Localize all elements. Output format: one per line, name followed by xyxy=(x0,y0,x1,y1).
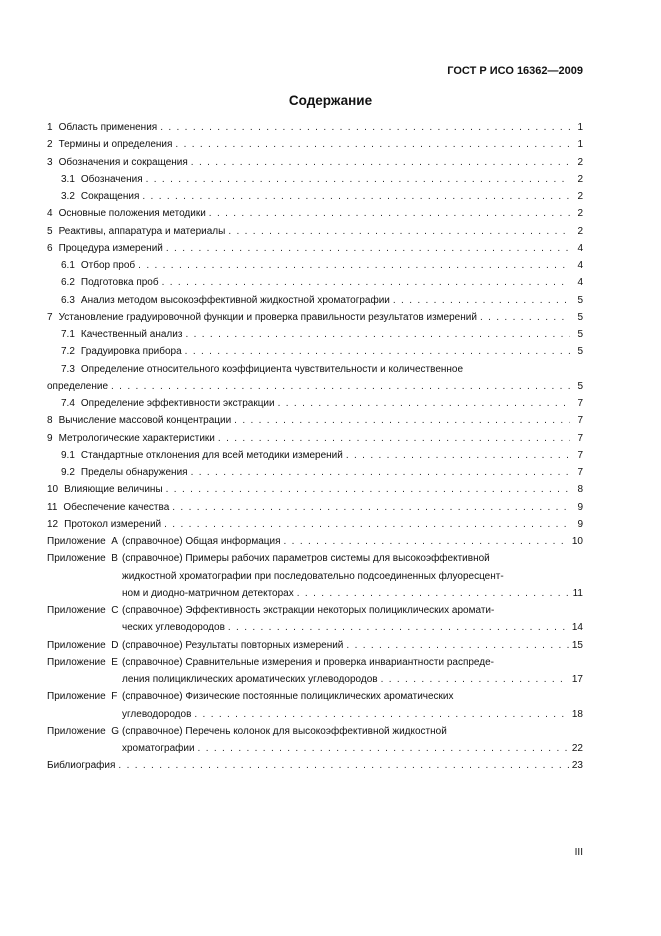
appendix-letter: A xyxy=(111,536,118,547)
toc-item-7[interactable] xyxy=(47,309,583,326)
toc-text: Обозначения и сокращения xyxy=(58,156,188,168)
dot-leader xyxy=(185,326,570,343)
appendix-word: Приложение xyxy=(47,639,106,651)
toc-text: Влияющие величины xyxy=(64,484,163,496)
toc-page: 5 xyxy=(577,294,583,306)
toc-number: 5 xyxy=(47,225,53,237)
dot-leader xyxy=(284,533,569,550)
toc-text: (справочное) Общая информация xyxy=(122,536,281,547)
dot-leader xyxy=(234,412,570,429)
toc-page: 17 xyxy=(571,674,583,685)
toc-text: Метрологические характеристики xyxy=(58,432,215,444)
dot-leader xyxy=(185,343,570,360)
toc-appendix-c[interactable] xyxy=(47,602,583,637)
toc-item-5[interactable] xyxy=(47,223,583,240)
appendix-label xyxy=(47,533,122,550)
toc-number: 3.2 xyxy=(61,191,75,202)
toc-page: 14 xyxy=(571,622,583,634)
dot-leader xyxy=(480,309,570,326)
dot-leader xyxy=(162,274,570,291)
toc-page: 7 xyxy=(577,415,583,427)
appendix-word: Приложение xyxy=(47,725,106,737)
toc-text: Вычисление массовой концентрации xyxy=(58,415,232,427)
toc-number: 11 xyxy=(47,501,58,513)
toc-number: 3 xyxy=(47,156,53,168)
toc-page: 7 xyxy=(577,467,583,478)
toc-text: Анализ методом высокоэффективной жидкостной хроматографии xyxy=(80,294,390,306)
toc-number: 6.1 xyxy=(61,260,75,271)
toc-page: 7 xyxy=(577,398,583,409)
toc-text: хроматографии xyxy=(122,743,195,754)
toc-text: Сокращения xyxy=(80,191,140,202)
toc-number: 9.2 xyxy=(61,467,75,478)
toc-page: 15 xyxy=(571,639,583,651)
toc-page: 4 xyxy=(577,277,583,289)
toc-text: ления полициклических ароматических углеводородов xyxy=(122,674,378,685)
toc-item-7-3[interactable] xyxy=(47,361,583,378)
toc-page: 8 xyxy=(577,484,583,496)
toc-text: Обозначения xyxy=(80,173,143,185)
toc-number: 7.1 xyxy=(61,329,75,340)
table-of-contents xyxy=(47,119,583,775)
toc-page: 4 xyxy=(577,242,583,254)
toc-text: Термины и определения xyxy=(58,139,173,151)
toc-number: 6.3 xyxy=(61,294,75,306)
dot-leader xyxy=(142,188,570,205)
toc-number: 6 xyxy=(47,242,53,254)
toc-number: 12 xyxy=(47,518,59,530)
appendix-letter: F xyxy=(111,691,118,703)
dot-leader xyxy=(228,619,569,636)
toc-number: 1 xyxy=(47,122,53,133)
dot-leader xyxy=(146,171,570,188)
toc-page: 18 xyxy=(571,708,583,720)
appendix-letter: G xyxy=(111,725,119,737)
toc-item-7-4[interactable] xyxy=(47,395,583,412)
toc-page: 2 xyxy=(577,191,583,202)
toc-number: 9.1 xyxy=(61,449,75,461)
toc-text: ном и диодно-матричном детекторах xyxy=(122,587,294,599)
dot-leader xyxy=(164,516,570,533)
toc-text: определение xyxy=(47,380,109,392)
toc-appendix-d[interactable] xyxy=(47,637,583,654)
toc-number: 7.2 xyxy=(61,346,75,358)
toc-page: 5 xyxy=(577,329,583,340)
appendix-word: Приложение xyxy=(47,656,106,668)
toc-item-6-1[interactable] xyxy=(47,257,583,274)
appendix-word: Приложение xyxy=(47,553,106,565)
dot-leader xyxy=(191,154,570,171)
toc-item-7-2[interactable] xyxy=(47,343,583,360)
toc-item-7-1[interactable] xyxy=(47,326,583,343)
toc-text: Обеспечение качества xyxy=(63,501,170,513)
toc-item-1[interactable] xyxy=(47,119,583,136)
dot-leader xyxy=(166,240,570,257)
toc-page: 5 xyxy=(577,380,583,392)
toc-item-9-1[interactable] xyxy=(47,447,583,464)
toc-page: 22 xyxy=(571,743,583,754)
toc-page: 4 xyxy=(577,260,583,271)
toc-number: 10 xyxy=(47,484,59,496)
toc-text: ческих углеводородов xyxy=(122,622,225,634)
toc-text: (справочное) Эффективность экстракции некоторых полициклических аромати- xyxy=(122,605,495,616)
toc-page: 11 xyxy=(572,587,583,599)
toc-appendix-a[interactable] xyxy=(47,533,583,550)
toc-item-2[interactable] xyxy=(47,136,583,153)
toc-text-line-1 xyxy=(61,361,583,378)
appendix-label xyxy=(47,688,122,723)
dot-leader xyxy=(160,119,570,136)
toc-number: 2 xyxy=(47,139,53,151)
dot-leader xyxy=(393,292,570,309)
appendix-word: Приложение xyxy=(47,536,106,547)
toc-number: 8 xyxy=(47,415,53,427)
standard-designation: ГОСТ Р ИСО 16362—2009 xyxy=(447,65,583,77)
toc-item-9[interactable] xyxy=(47,430,583,447)
toc-item-4[interactable] xyxy=(47,205,583,222)
toc-page: 1 xyxy=(577,122,583,133)
dot-leader xyxy=(191,464,570,481)
appendix-label xyxy=(47,723,122,758)
appendix-word: Приложение xyxy=(47,691,106,703)
toc-page: 9 xyxy=(577,518,583,530)
toc-page: 9 xyxy=(577,501,583,513)
toc-number: 9 xyxy=(47,432,53,444)
toc-text: Установление градуировочной функции и проверка правильности результатов измерений xyxy=(58,311,477,323)
dot-leader xyxy=(172,499,570,516)
dot-leader xyxy=(118,757,568,774)
toc-item-6-3[interactable] xyxy=(47,292,583,309)
toc-page: 2 xyxy=(577,225,583,237)
toc-text: Область применения xyxy=(58,122,158,133)
toc-item-7-3-continued[interactable] xyxy=(47,378,583,395)
appendix-label xyxy=(47,602,122,637)
toc-page: 2 xyxy=(577,208,583,220)
toc-text: Качественный анализ xyxy=(80,329,183,340)
dot-leader xyxy=(194,706,569,723)
toc-item-bibliography[interactable] xyxy=(47,757,583,774)
appendix-word: Приложение xyxy=(47,605,106,616)
toc-page: 10 xyxy=(571,536,583,547)
toc-text: Процедура измерений xyxy=(58,242,163,254)
dot-leader xyxy=(297,585,570,602)
appendix-label xyxy=(47,550,122,602)
toc-item-9-2[interactable] xyxy=(47,464,583,481)
toc-text: Подготовка проб xyxy=(80,277,159,289)
toc-item-12[interactable] xyxy=(47,516,583,533)
toc-page: 7 xyxy=(577,432,583,444)
toc-appendix-f[interactable] xyxy=(47,688,583,723)
dot-leader xyxy=(111,378,570,395)
toc-page: 5 xyxy=(577,311,583,323)
toc-text: Стандартные отклонения для всей методики измерений xyxy=(80,449,343,461)
toc-item-3[interactable] xyxy=(47,154,583,171)
toc-number: 7.4 xyxy=(61,398,75,409)
toc-item-6[interactable] xyxy=(47,240,583,257)
appendix-label xyxy=(47,637,122,654)
toc-item-6-2[interactable] xyxy=(47,274,583,291)
page-title: Содержание xyxy=(288,93,373,108)
toc-text: Пределы обнаружения xyxy=(80,467,188,478)
toc-text: Протокол измерений xyxy=(64,518,162,530)
toc-text: Определение эффективности экстракции xyxy=(80,398,275,409)
dot-leader xyxy=(175,136,570,153)
toc-item-3-2[interactable] xyxy=(47,188,583,205)
dot-leader xyxy=(346,447,570,464)
toc-appendix-e[interactable] xyxy=(47,654,583,689)
toc-item-11[interactable] xyxy=(47,499,583,516)
dot-leader xyxy=(138,257,570,274)
appendix-letter: E xyxy=(111,656,118,668)
dot-leader xyxy=(381,671,569,688)
toc-number: 7.3 xyxy=(61,363,75,375)
toc-text: (справочное) Результаты повторных измерений xyxy=(122,639,344,651)
toc-item-8[interactable] xyxy=(47,412,583,429)
toc-item-3-1[interactable] xyxy=(47,171,583,188)
toc-text: Градуировка прибора xyxy=(80,346,182,358)
toc-page: 5 xyxy=(577,346,583,358)
toc-appendix-g[interactable] xyxy=(47,723,583,758)
toc-number: 7 xyxy=(47,311,53,323)
toc-text: Библиография xyxy=(47,760,116,772)
toc-page: 7 xyxy=(577,449,583,461)
toc-text: Основные положения методики xyxy=(58,208,206,220)
dot-leader xyxy=(346,637,568,654)
dot-leader xyxy=(166,481,570,498)
toc-text: (справочное) Перечень колонок для высокоэффективной жидкостной xyxy=(122,725,447,737)
toc-page: 2 xyxy=(577,156,583,168)
toc-text: Определение относительного коэффициента чувствительности и количественное xyxy=(80,363,464,375)
toc-number: 6.2 xyxy=(61,277,75,289)
toc-text: (справочное) Сравнительные измерения и проверка инвариантности распреде- xyxy=(122,656,495,668)
toc-page: 1 xyxy=(577,139,583,151)
toc-item-10[interactable] xyxy=(47,481,583,498)
appendix-label xyxy=(47,654,122,689)
appendix-letter: D xyxy=(111,639,119,651)
dot-leader xyxy=(278,395,570,412)
toc-number: 4 xyxy=(47,208,53,220)
toc-number: 3.1 xyxy=(61,173,75,185)
toc-text: Реактивы, аппаратура и материалы xyxy=(58,225,226,237)
toc-page: 2 xyxy=(577,173,583,185)
appendix-letter: B xyxy=(111,553,118,565)
toc-appendix-b[interactable] xyxy=(47,550,583,602)
toc-text: жидкостной хроматографии при последовательно подсоединенных флуоресцент- xyxy=(122,570,504,582)
dot-leader xyxy=(218,430,570,447)
page-number: III xyxy=(574,847,583,858)
dot-leader xyxy=(198,740,569,757)
toc-text: Отбор проб xyxy=(80,260,136,271)
toc-page: 23 xyxy=(571,760,583,772)
dot-leader xyxy=(209,205,570,222)
toc-text: углеводородов xyxy=(122,708,192,720)
appendix-letter: C xyxy=(111,605,119,616)
toc-text: (справочное) Примеры рабочих параметров системы для высокоэффективной xyxy=(122,553,490,565)
dot-leader xyxy=(228,223,570,240)
toc-text: (справочное) Физические постоянные полициклических ароматических xyxy=(122,691,454,703)
